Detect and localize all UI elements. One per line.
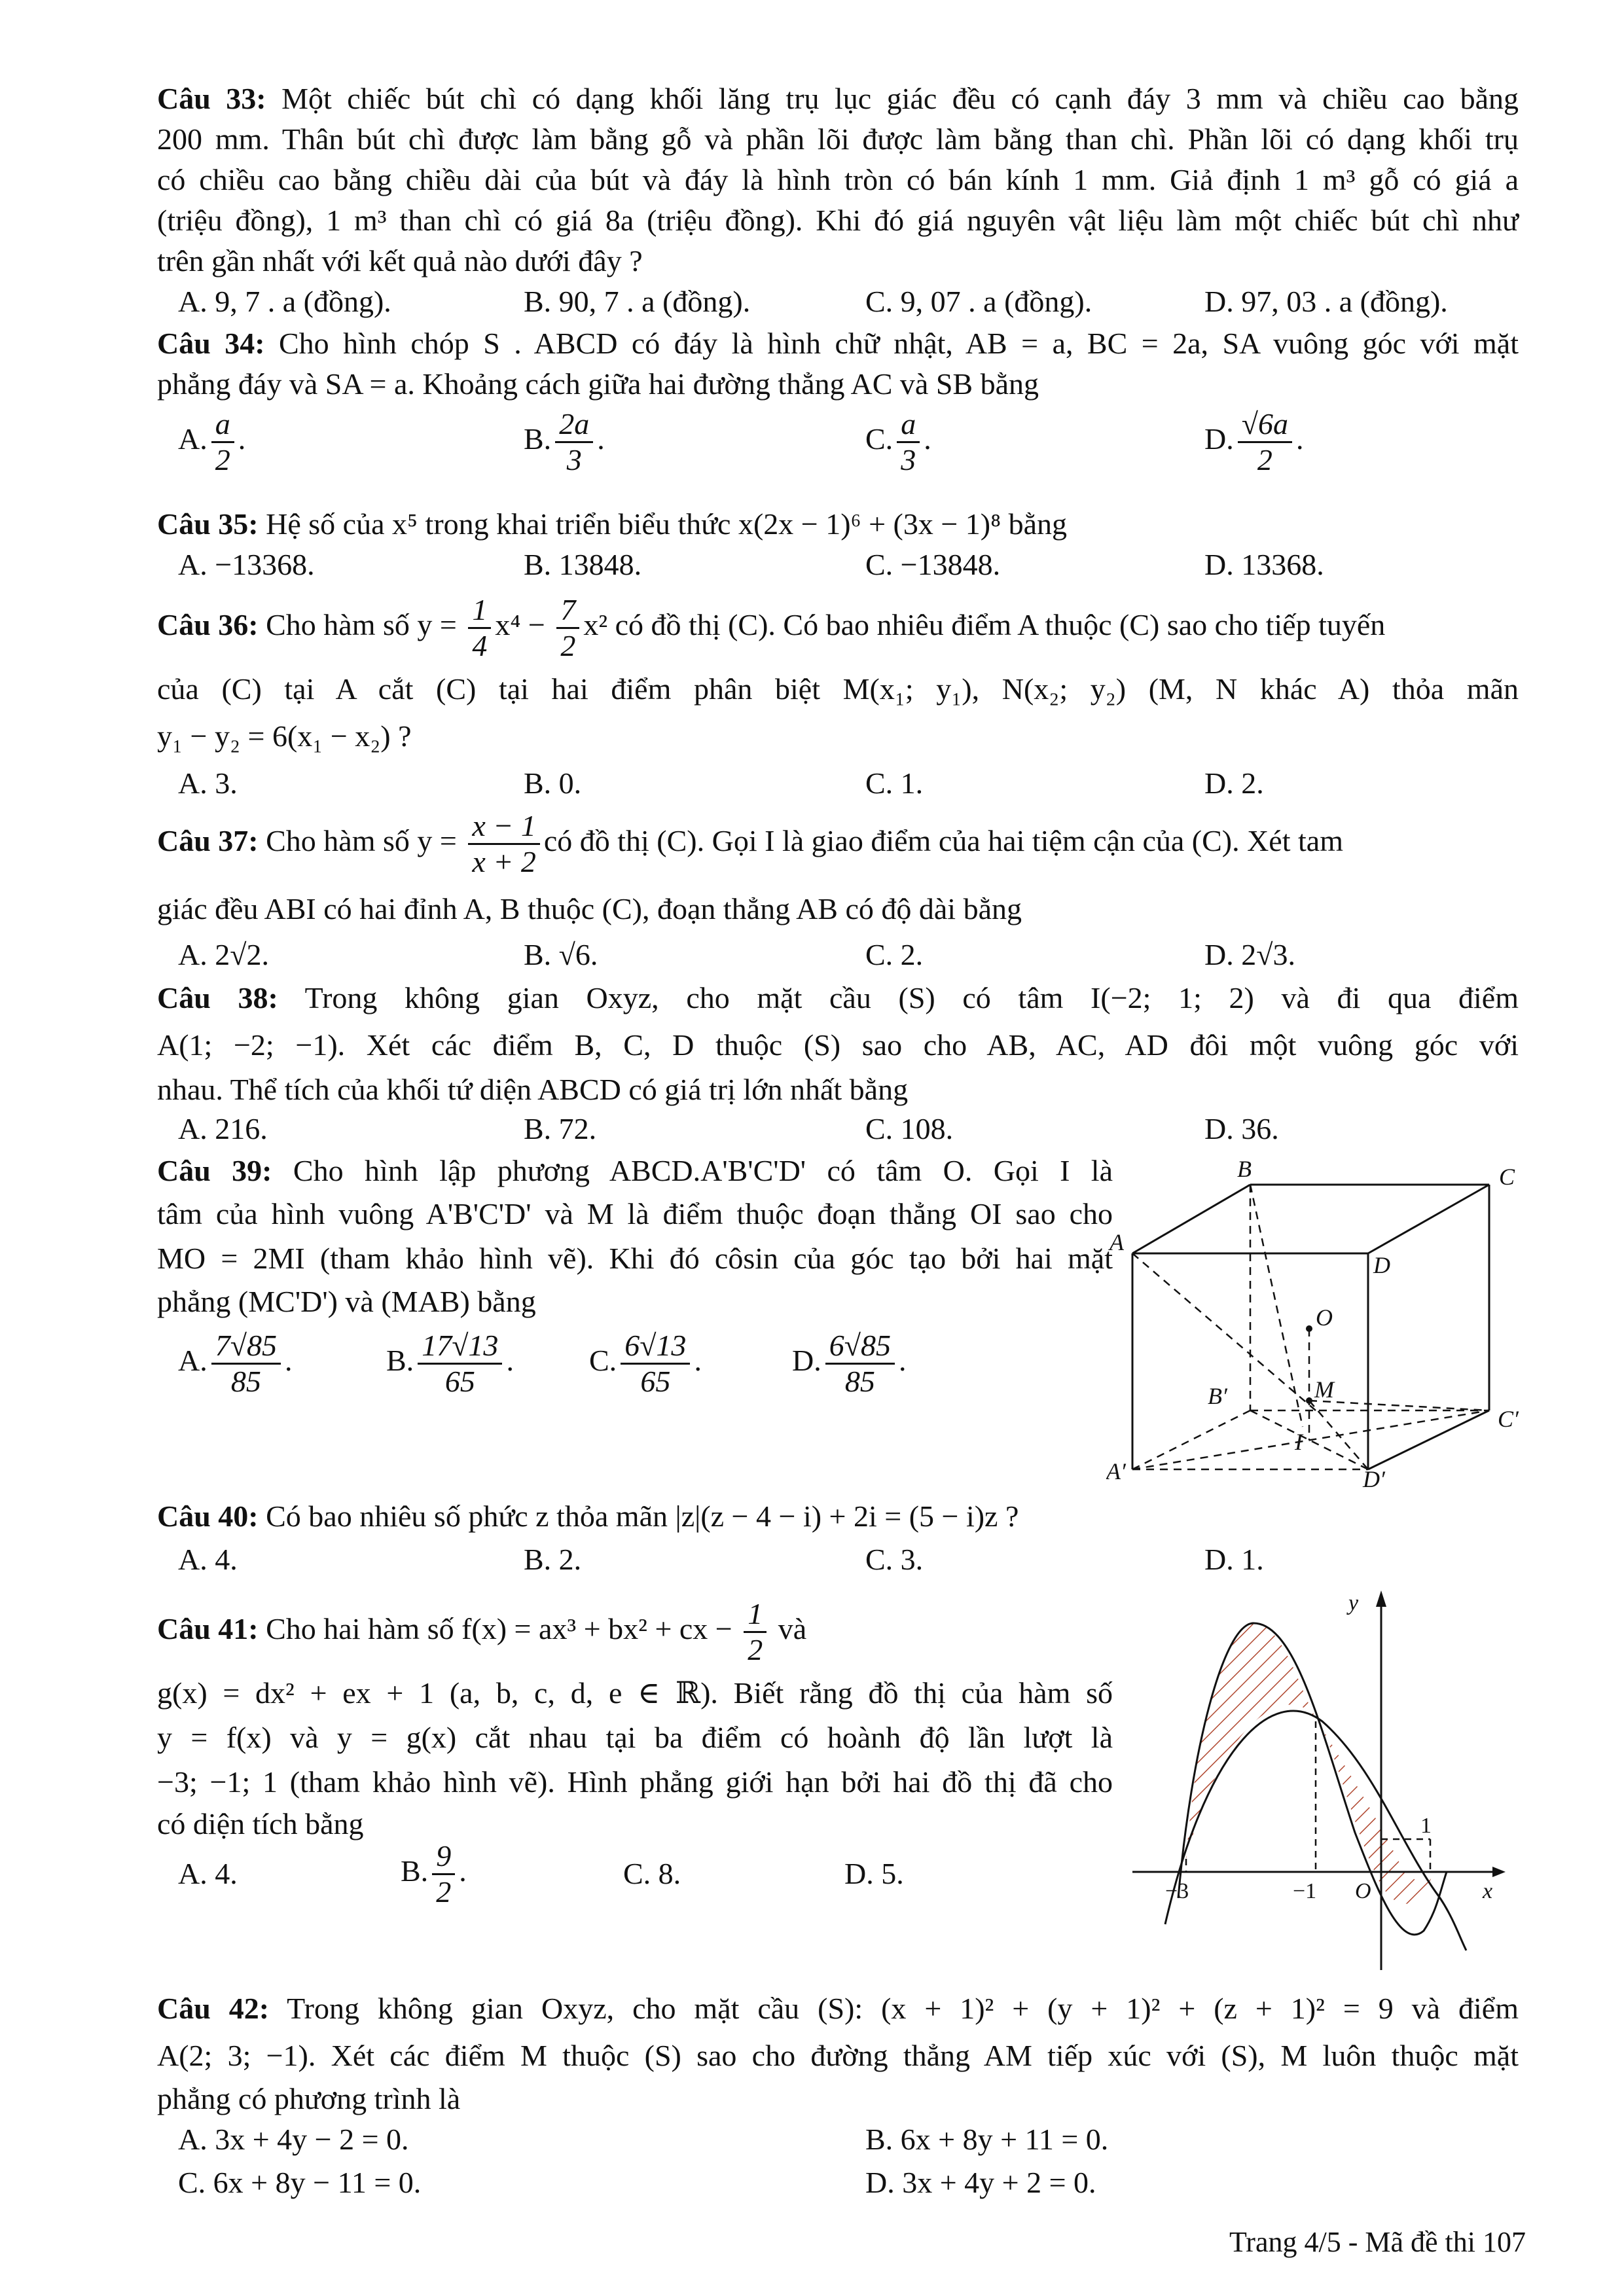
cube-label-d: D: [1373, 1252, 1390, 1278]
q40-option-b[interactable]: B. 2.: [524, 1543, 582, 1576]
q37-line-2: giác đều ABI có hai đỉnh A, B thuộc (C), đoạn thẳng AB có độ dài bằng: [157, 892, 1022, 925]
q37-option-c[interactable]: C. 2.: [865, 938, 924, 971]
q33-line-4: (triệu đồng), 1 m³ than chì có giá 8a (triệu đồng). Khi đó giá nguyên vật liệu làm một chiếc bút chì như: [157, 204, 1519, 237]
q40-option-c[interactable]: C. 3.: [865, 1543, 924, 1576]
q42-line-2: A(2; 3; −1). Xét các điểm M thuộc (S) sao cho đường thẳng AM tiếp xúc với (S), M luôn thuộc mặt: [157, 2039, 1519, 2072]
graph-label-x: x: [1483, 1879, 1493, 1903]
q33-option-d[interactable]: D. 97, 03 . a (đồng).: [1204, 285, 1448, 318]
q39-line-3: MO = 2MI (tham khảo hình vẽ). Khi đó côsin của góc tạo bởi hai mặt: [157, 1242, 1113, 1275]
cube-label-i: I: [1295, 1429, 1303, 1455]
q34-option-a[interactable]: A. $\frac{a}{2}$ .: [178, 407, 246, 476]
q38-line-1: Câu 38: Trong không gian Oxyz, cho mặt cầu (S) có tâm I(−2; 1; 2) và đi qua điểm: [157, 981, 1519, 1014]
cube-label-a-prime: A′: [1106, 1458, 1126, 1484]
q42-line-3: phẳng có phương trình là: [157, 2082, 461, 2115]
q41-line-4: −3; −1; 1 (tham khảo hình vẽ). Hình phẳng giới hạn bởi hai đồ thị đã cho: [157, 1765, 1113, 1799]
q36-option-c[interactable]: C. 1.: [865, 766, 924, 800]
cube-figure: [1106, 1152, 1525, 1492]
q41-option-c[interactable]: C. 8.: [623, 1857, 681, 1890]
graph-label-y: y: [1348, 1591, 1359, 1615]
page-footer: Trang 4/5 - Mã đề thi 107: [1229, 2226, 1526, 2258]
q33-line-3: có chiều cao bằng chiều dài của bút và đáy là hình tròn có bán kính 1 mm. Giả định 1 m³ gỗ có giá a: [157, 163, 1519, 196]
q37-option-b[interactable]: B. √6.: [524, 938, 598, 971]
q38-option-a[interactable]: A. 216.: [178, 1112, 268, 1145]
q40-option-a[interactable]: A. 4.: [178, 1543, 238, 1576]
q36-line-3: y₁ − y₂ = 6(x₁ − x₂) ?: [157, 719, 412, 753]
q36-line-1: Câu 36: Cho hàm số y = $\frac{1}{4}$ x⁴ − $\frac{7}{2}$ x² có đồ thị (C). Có bao nhiêu điểm A thuộc (C) sao cho tiếp tuyến: [157, 593, 1386, 662]
q36-option-a[interactable]: A. 3.: [178, 766, 238, 800]
q39-option-b[interactable]: B. $\frac{17√13}{65}$ .: [386, 1329, 514, 1398]
q41-option-b[interactable]: B. $\frac{9}{2}$ .: [401, 1839, 467, 1909]
cube-label-b-prime: B′: [1208, 1383, 1227, 1409]
q33-option-a[interactable]: A. 9, 7 . a (đồng).: [178, 285, 391, 318]
graph-label-neg3: −3: [1165, 1879, 1189, 1903]
cube-label-d-prime: D′: [1363, 1466, 1385, 1492]
q42-option-b[interactable]: B. 6x + 8y + 11 = 0.: [865, 2123, 1109, 2156]
q41-option-a[interactable]: A. 4.: [178, 1857, 238, 1890]
q35-option-b[interactable]: B. 13848.: [524, 548, 642, 581]
q33-option-b[interactable]: B. 90, 7 . a (đồng).: [524, 285, 751, 318]
q40-line-1: Câu 40: Có bao nhiêu số phức z thỏa mãn |z|(z − 4 − i) + 2i = (5 − i)z ?: [157, 1499, 1019, 1533]
q38-option-c[interactable]: C. 108.: [865, 1112, 954, 1145]
q33-option-c[interactable]: C. 9, 07 . a (đồng).: [865, 285, 1092, 318]
cube-label-o: O: [1316, 1304, 1333, 1331]
q39-line-4: phẳng (MC'D') và (MAB) bằng: [157, 1285, 536, 1318]
q38-option-d[interactable]: D. 36.: [1204, 1112, 1279, 1145]
q41-line-2: g(x) = dx² + ex + 1 (a, b, c, d, e ∈ ℝ). Biết rằng đồ thị của hàm số: [157, 1676, 1113, 1710]
cube-label-c: C: [1499, 1164, 1515, 1190]
q42-option-a[interactable]: A. 3x + 4y − 2 = 0.: [178, 2123, 409, 2156]
q42-option-d[interactable]: D. 3x + 4y + 2 = 0.: [865, 2166, 1096, 2199]
q38-option-b[interactable]: B. 72.: [524, 1112, 597, 1145]
q35-option-d[interactable]: D. 13368.: [1204, 548, 1324, 581]
q34-option-d[interactable]: D. $\frac{√6a}{2}$ .: [1204, 407, 1304, 476]
cube-label-c-prime: C′: [1498, 1406, 1519, 1432]
q39-line-2: tâm của hình vuông A'B'C'D' và M là điểm thuộc đoạn thẳng OI sao cho: [157, 1197, 1113, 1230]
q42-option-c[interactable]: C. 6x + 8y − 11 = 0.: [178, 2166, 422, 2199]
q36-option-d[interactable]: D. 2.: [1204, 766, 1264, 800]
q34-option-b[interactable]: B. $\frac{2a}{3}$ .: [524, 407, 605, 476]
q37-line-1: Câu 37: Cho hàm số y = $\frac{x - 1}{x + 2}$ có đồ thị (C). Gọi I là giao điểm của hai tiệm cận của (C). Xét tam: [157, 809, 1343, 878]
q39-option-a[interactable]: A. $\frac{7√85}{85}$ .: [178, 1329, 293, 1398]
q41-line-1: Câu 41: Cho hai hàm số f(x) = ax³ + bx² + cx − $\frac{1}{2}$ và: [157, 1597, 807, 1666]
q33-label: Câu 33:: [157, 82, 266, 115]
q33-line-2: 200 mm. Thân bút chì được làm bằng gỗ và phần lõi được làm bằng than chì. Phần lõi có dạng khối trụ: [157, 122, 1519, 156]
q39-option-c[interactable]: C. $\frac{6√13}{65}$ .: [589, 1329, 702, 1398]
q40-option-d[interactable]: D. 1.: [1204, 1543, 1264, 1576]
q38-line-3: nhau. Thể tích của khối tứ diện ABCD có giá trị lớn nhất bằng: [157, 1073, 909, 1106]
cube-label-b: B: [1237, 1156, 1252, 1182]
q34-line-1: Câu 34: Cho hình chóp S . ABCD có đáy là hình chữ nhật, AB = a, BC = 2a, SA vuông góc với mặt: [157, 327, 1519, 360]
q39-option-d[interactable]: D. $\frac{6√85}{85}$ .: [792, 1329, 907, 1398]
q33-line-5: trên gần nhất với kết quả nào dưới đây ?: [157, 244, 643, 278]
q33-line-1: Câu 33: Một chiếc bút chì có dạng khối lăng trụ lục giác đều có cạnh đáy 3 mm và chiều cao bằng: [157, 82, 1519, 115]
q37-option-d[interactable]: D. 2√3.: [1204, 938, 1295, 971]
q39-line-1: Câu 39: Cho hình lập phương ABCD.A'B'C'D' có tâm O. Gọi I là: [157, 1154, 1113, 1187]
q36-option-b[interactable]: B. 0.: [524, 766, 582, 800]
graph-label-neg1: −1: [1293, 1879, 1317, 1903]
cube-label-a: A: [1110, 1229, 1124, 1255]
graph-label-one: 1: [1420, 1814, 1432, 1838]
q34-line-2: phẳng đáy và SA = a. Khoảng cách giữa hai đường thẳng AC và SB bằng: [157, 367, 1039, 401]
graph-label-origin: O: [1355, 1879, 1371, 1903]
q35-option-c[interactable]: C. −13848.: [865, 548, 1001, 581]
q34-option-c[interactable]: C. $\frac{a}{3}$ .: [865, 407, 931, 476]
q41-line-5: có diện tích bằng: [157, 1807, 364, 1840]
q38-line-2: A(1; −2; −1). Xét các điểm B, C, D thuộc (S) sao cho AB, AC, AD đôi một vuông góc với: [157, 1028, 1519, 1062]
q35-option-a[interactable]: A. −13368.: [178, 548, 315, 581]
q35-line-1: Câu 35: Hệ số của x⁵ trong khai triển biểu thức x(2x − 1)⁶ + (3x − 1)⁸ bằng: [157, 507, 1068, 541]
q36-line-2: của (C) tại A cắt (C) tại hai điểm phân biệt M(x₁; y₁), N(x₂; y₂) (M, N khác A) thỏa mãn: [157, 672, 1519, 706]
cube-label-m: M: [1314, 1376, 1334, 1403]
q42-line-1: Câu 42: Trong không gian Oxyz, cho mặt cầu (S): (x + 1)² + (y + 1)² + (z + 1)² = 9 và điểm: [157, 1992, 1519, 2025]
q41-option-d[interactable]: D. 5.: [844, 1857, 904, 1890]
area-graph-figure: [1126, 1584, 1519, 1990]
q41-line-3: y = f(x) và y = g(x) cắt nhau tại ba điểm có hoành độ lần lượt là: [157, 1721, 1113, 1754]
q37-option-a[interactable]: A. 2√2.: [178, 938, 269, 971]
